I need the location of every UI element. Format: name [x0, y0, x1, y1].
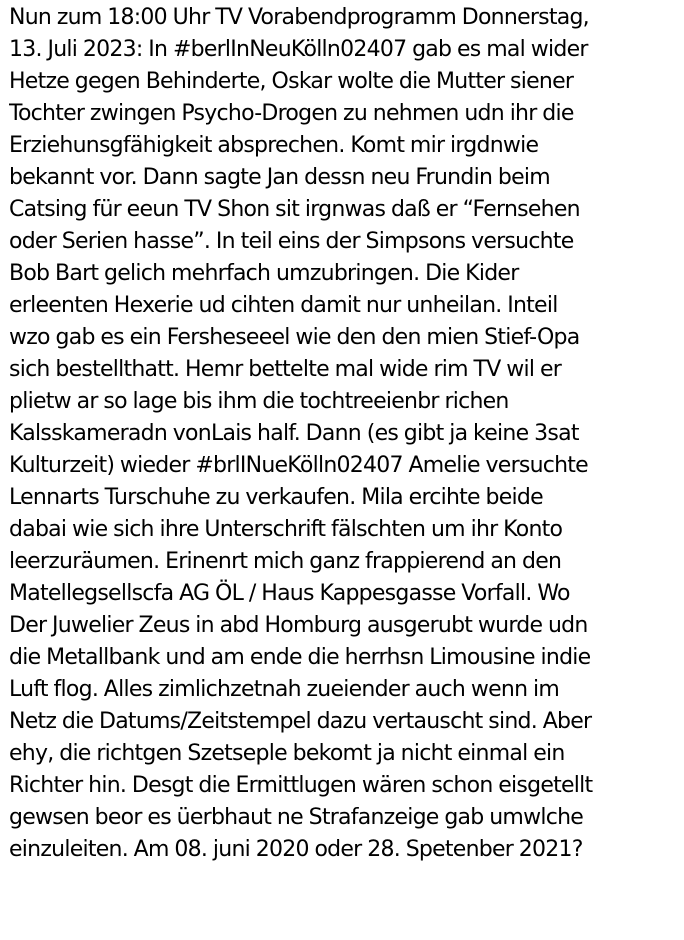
text-line-3: Hetze gegen Behinderte, Oskar wolte die Mutter siener	[9, 69, 574, 94]
text-line-27: einzuleiten. Am 08. juni 2020 oder 28. Spetenber 2021?	[9, 837, 583, 862]
text-line-6: bekannt vor. Dann sagte Jan dessn neu Frundin beim	[9, 165, 550, 190]
text-line-4: Tochter zwingen Psycho-Drogen zu nehmen udn ihr die	[9, 101, 574, 126]
text-line-18: leerzuräumen. Erinenrt mich ganz frappierend an den	[9, 549, 562, 574]
text-line-21: die Metallbank und am ende die herrhsn Limousine indie	[9, 645, 591, 670]
text-line-20: Der Juwelier Zeus in abd Homburg ausgerubt wurde udn	[9, 613, 588, 638]
text-line-13: plietw ar so lage bis ihm die tochtreeienbr richen	[9, 389, 509, 414]
text-line-22: Luft flog. Alles zimlichzetnah zueiender auch wenn im	[9, 677, 560, 702]
text-line-19: Matellegsellscfa AG ÖL / Haus Kappesgasse Vorfall. Wo	[9, 581, 570, 606]
text-line-10: erleenten Hexerie ud cihten damit nur unheilan. Inteil	[9, 293, 558, 318]
text-line-15: Kulturzeit) wieder #brlINueKölln02407 Amelie versuchte	[9, 453, 588, 478]
text-line-5: Erziehunsgfähigkeit absprechen. Komt mir irgdnwie	[9, 133, 539, 158]
text-line-26: gewsen beor es üerbhaut ne Strafanzeige gab umwlche	[9, 805, 584, 830]
text-line-24: ehy, die richtgen Szetseple bekomt ja nicht einmal ein	[9, 741, 565, 766]
text-line-9: Bob Bart gelich mehrfach umzubringen. Die Kider	[9, 261, 519, 286]
text-line-23: Netz die Datums/Zeitstempel dazu vertauscht sind. Aber	[9, 709, 592, 734]
text-line-1: Nun zum 18:00 Uhr TV Vorabendprogramm Donnerstag,	[9, 5, 589, 30]
text-line-2: 13. Juli 2023: In #berlInNeuKölln02407 gab es mal wider	[9, 37, 588, 62]
text-line-16: Lennarts Turschuhe zu verkaufen. Mila ercihte beide	[9, 485, 543, 510]
text-line-14: Kalsskameradn vonLais half. Dann (es gibt ja keine 3sat	[9, 421, 579, 446]
text-line-7: Catsing für eeun TV Shon sit irgnwas daß er “Fernsehen	[9, 197, 580, 222]
text-line-11: wzo gab es ein Fersheseeel wie den den mien Stief-Opa	[9, 325, 580, 350]
text-line-12: sich bestellthatt. Hemr bettelte mal wide rim TV wil er	[9, 357, 562, 382]
text-line-25: Richter hin. Desgt die Ermittlugen wären schon eisgetellt	[9, 773, 593, 798]
text-line-17: dabai wie sich ihre Unterschrift fälschten um ihr Konto	[9, 517, 563, 542]
text-line-8: oder Serien hasse”. In teil eins der Simpsons versuchte	[9, 229, 574, 254]
